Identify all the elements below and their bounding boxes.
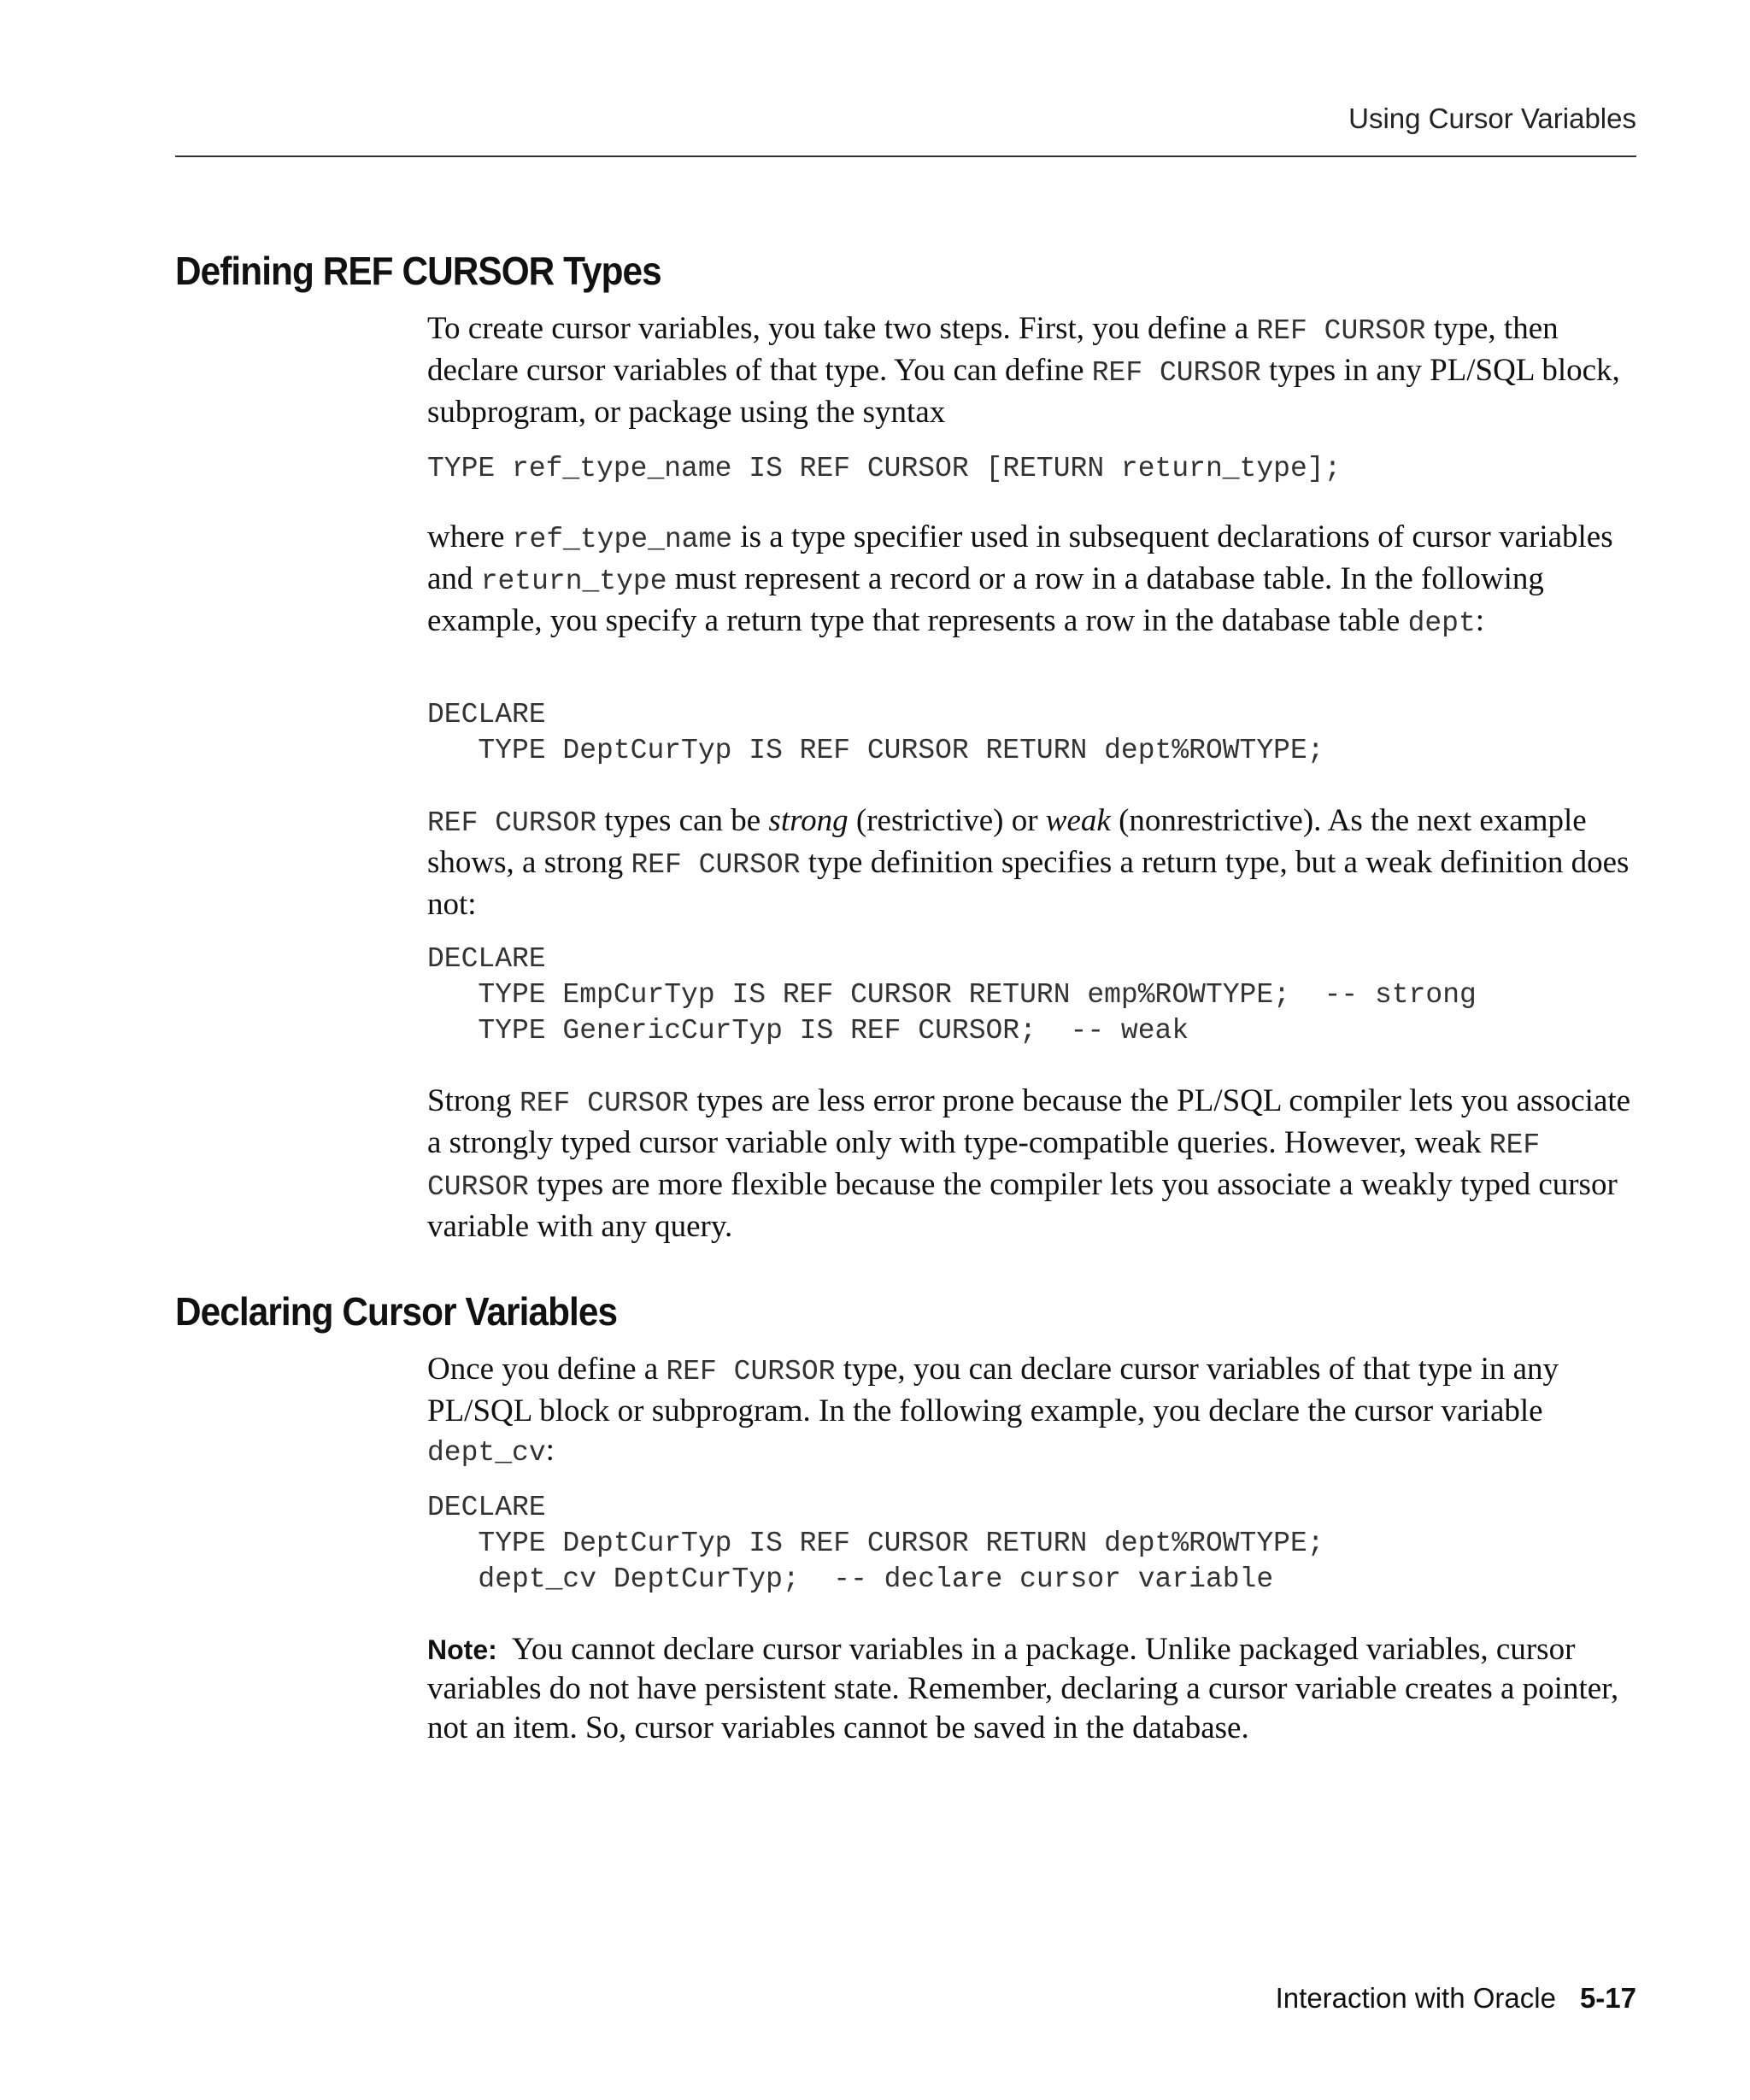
section-title-defining-ref-cursor-types: Defining REF CURSOR Types (175, 249, 661, 293)
inline-code: return_type (480, 566, 667, 597)
inline-code: REF CURSOR (427, 807, 597, 839)
page-number: 5-17 (1579, 1982, 1636, 2014)
running-header: Using Cursor Variables (1348, 103, 1636, 134)
inline-code: REF CURSOR (631, 849, 801, 881)
header-rule (175, 155, 1636, 157)
note-text: You cannot declare cursor variables in a package. Unlike packaged variables, cursor variables do not have persistent state. Remember, declaring a cursor variable creates a pointer, not an item. So, cursor variables cannot be saved in the database. (427, 1632, 1619, 1745)
inline-code: REF CURSOR (519, 1088, 689, 1119)
inline-code: REF CURSOR (427, 1129, 1541, 1203)
inline-code: REF CURSOR (666, 1356, 836, 1387)
page-footer (175, 1982, 1636, 2015)
paragraph-once-you-define: Once you define a REF CURSOR type, you can declare cursor variables of that type in any PL/SQL block or subprogram. In the following example, you declare the cursor variable dept_cv: (427, 1352, 1559, 1469)
inline-code: dept (1407, 607, 1476, 639)
inline-code: dept_cv (427, 1437, 546, 1469)
paragraph-strong-weak: REF CURSOR types can be strong (restrictive) or weak (nonrestrictive). As the next example shows, a strong REF CURSOR type definition specifies a return type, but a weak definition does not: (427, 803, 1630, 922)
section-title-declaring-cursor-variables: Declaring Cursor Variables (175, 1289, 618, 1334)
footer-chapter-title: Interaction with Oracle (1275, 1982, 1556, 2014)
paragraph-strong-types-less-error-prone: Strong REF CURSOR types are less error prone because the PL/SQL compiler lets you associate a strongly typed cursor variable only with type-compatible queries. However, weak REF CURSOR types are more flexible because the compiler lets you associate a weakly typed cursor variable with any query. (427, 1083, 1631, 1244)
emphasis-weak: weak (1045, 803, 1111, 838)
paragraph-ref-type-name: where ref_type_name is a type specifier used in subsequent declarations of cursor variables and return_type must represent a record or a row in a database table. In the following example, you specify a return type that represents a row in the database table dept: (427, 519, 1613, 639)
emphasis-strong: strong (768, 803, 849, 838)
note-label: Note: (427, 1634, 497, 1665)
code-example-dept-cv: DECLARE TYPE DeptCurTyp IS REF CURSOR RETURN dept%ROWTYPE; dept_cv DeptCurTyp; -- declare cursor variable (427, 1492, 1324, 1595)
code-syntax-type-declaration: TYPE ref_type_name IS REF CURSOR [RETURN return_type]; (427, 453, 1342, 484)
inline-code: REF CURSOR (1091, 357, 1261, 389)
note-paragraph (427, 1630, 1641, 1748)
paragraph-create-cursor-variables: To create cursor variables, you take two steps. First, you define a REF CURSOR type, then declare cursor variables of that type. You can define REF CURSOR types in any PL/SQL block, subprogram, or package using the syntax (427, 311, 1620, 430)
inline-code: ref_type_name (512, 524, 733, 555)
inline-code: REF CURSOR (1256, 315, 1426, 347)
code-example-deptcurtyp: DECLARE TYPE DeptCurTyp IS REF CURSOR RETURN dept%ROWTYPE; (427, 699, 1324, 766)
code-example-strong-weak: DECLARE TYPE EmpCurTyp IS REF CURSOR RETURN emp%ROWTYPE; -- strong TYPE GenericCurTyp IS REF CURSOR; -- weak (427, 943, 1477, 1047)
